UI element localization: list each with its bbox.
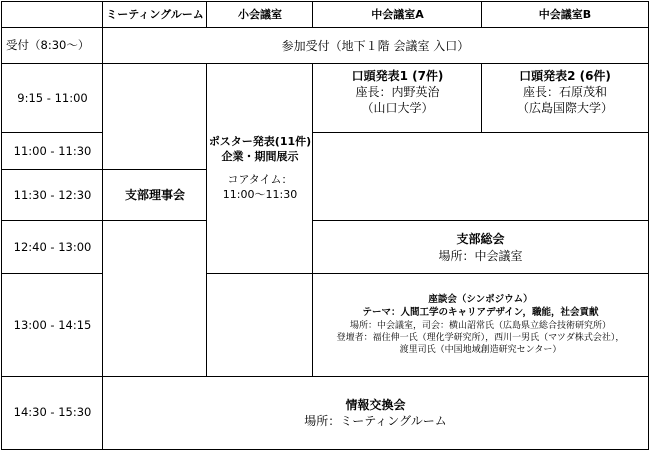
time-reception: 受付（8:30～） [6, 38, 90, 53]
symposium-place: 場所：中会議室，司会：横山詔常氏（広島県立総合技術研究所） [349, 321, 611, 332]
oral-1-title: 口頭発表1 (7件) [351, 69, 444, 83]
symposium-speakers-2: 渡里司氏（中国地域創造研究センター） [399, 345, 562, 356]
oral-2-chair: 座長：石原茂和 [522, 85, 607, 100]
time-slot-5: 13:00 - 14:15 [13, 317, 92, 332]
grid-line [1, 273, 103, 274]
symposium-title: 座談会（シンポジウム） [428, 294, 533, 306]
grid-line [648, 1, 649, 450]
time-slot-2: 11:00 - 11:30 [13, 143, 92, 158]
grid-line [1, 1, 2, 450]
symposium-theme: テーマ：人間工学のキャリアデザイン，職能，社会貢献 [362, 307, 599, 319]
grid-line [206, 1, 207, 28]
grid-line [1, 220, 207, 221]
symposium [313, 274, 648, 377]
header-room-b: 中会議室B [538, 7, 592, 21]
reception-cell: 参加受付（地下１階 会議室 入口） [281, 38, 470, 53]
grid-line [1, 1, 649, 2]
grid-line [312, 63, 313, 377]
general-meeting-title: 支部総会 [456, 232, 505, 247]
exchange-title: 情報交換会 [345, 397, 406, 412]
oral-session-1 [313, 64, 482, 133]
grid-line [481, 1, 482, 28]
grid-line [481, 63, 482, 133]
time-slot-3: 11:30 - 12:30 [13, 187, 92, 202]
grid-line [1, 63, 649, 64]
header-small-room: 小会議室 [238, 7, 282, 21]
oral-1-affil: （山口大学） [361, 101, 434, 116]
grid-line [206, 63, 207, 377]
grid-line [313, 220, 649, 221]
time-slot-1: 9:15 - 11:00 [17, 90, 88, 105]
grid-line [312, 1, 313, 28]
oral-2-title: 口頭発表2 (6件) [519, 69, 611, 83]
poster-core-time: 11:00～11:30 [222, 187, 298, 201]
oral-1-chair: 座長：内野英治 [355, 85, 440, 100]
grid-line [102, 1, 103, 450]
poster-session [207, 64, 313, 274]
grid-line [1, 169, 207, 170]
oral-session-2 [482, 64, 648, 133]
grid-line [1, 27, 649, 28]
poster-title: ポスター発表(11件) [208, 135, 312, 149]
header-room-a: 中会議室A [371, 7, 424, 21]
grid-line [1, 449, 649, 450]
branch-board-meeting: 支部理事会 [124, 188, 185, 203]
time-slot-6: 14:30 - 15:30 [13, 405, 92, 420]
general-meeting-place: 場所：中会議室 [438, 248, 523, 263]
grid-line [207, 273, 649, 274]
exchange-place: 場所：ミーティングルーム [304, 414, 447, 428]
symposium-speakers-1: 登壇者：福住伸一氏（理化学研究所），西川一男氏（マツダ株式会社）， [336, 333, 625, 344]
poster-core-label: コアタイム： [227, 173, 293, 186]
header-meeting-room: ミーティングルーム [106, 7, 204, 21]
grid-line [1, 132, 103, 133]
time-slot-4: 12:40 - 13:00 [13, 239, 92, 254]
grid-line [1, 376, 649, 377]
exchange-meeting [103, 377, 648, 449]
general-meeting [313, 221, 648, 274]
poster-subtitle: 企業・期間展示 [221, 150, 299, 164]
oral-2-affil: （広島国際大学） [516, 101, 613, 116]
